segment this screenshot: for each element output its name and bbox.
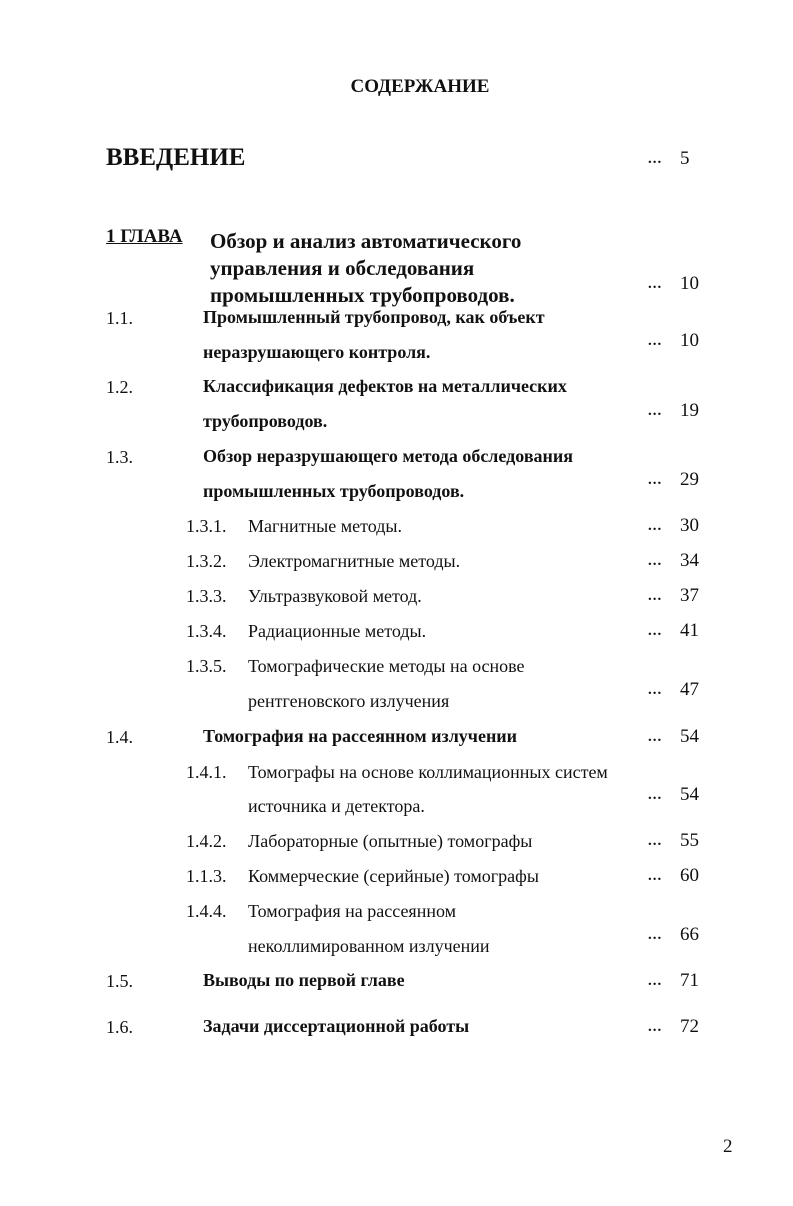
toc-entry-page: 34	[680, 550, 699, 571]
toc-entry-title: Выводы по первой главе	[203, 970, 405, 990]
toc-entry-page: 30	[680, 515, 699, 536]
toc-entry-page: 10	[680, 330, 699, 351]
toc-entry-page: 41	[680, 620, 699, 641]
toc-entry-dots: ...	[648, 868, 663, 884]
toc-entry-number: 1.4.2.	[186, 831, 227, 851]
toc-entry-dots: ...	[648, 518, 663, 534]
toc-entry-title: Томографы на основе коллимационных систем	[248, 762, 608, 782]
toc-entry-page: 71	[680, 970, 699, 991]
toc-entry-number: 1.3.2.	[186, 551, 227, 571]
toc-intro-page: 5	[680, 148, 690, 169]
toc-entry-number: 1.3.4.	[186, 621, 227, 641]
toc-entry-number: 1.3.3.	[186, 586, 227, 606]
toc-entry-dots: ...	[648, 927, 663, 943]
toc-intro-dots: ...	[648, 151, 663, 167]
toc-entry-dots: ...	[648, 472, 663, 488]
toc-entry-number: 1.1.	[106, 308, 133, 328]
toc-entry-title: Лабораторные (опытные) томографы	[248, 831, 533, 851]
toc-entry-dots: ...	[648, 787, 663, 803]
toc-entry-page: 29	[680, 469, 699, 490]
toc-entry-number: 1.3.	[106, 447, 133, 467]
toc-entry-title: Обзор неразрушающего метода обследования	[203, 446, 574, 466]
toc-entry-title: Промышленный трубопровод, как объект	[203, 307, 545, 327]
toc-entry-title-cont: неразрушающего контроля.	[203, 342, 431, 362]
toc-entry-title-cont: неколлимированном излучении	[248, 936, 490, 956]
toc-entry-number: 1.3.5.	[186, 656, 227, 676]
toc-entry-title-cont: промышленных трубопроводов.	[203, 481, 465, 501]
toc-entry-dots: ...	[648, 1019, 663, 1035]
toc-entry-dots: ...	[648, 729, 663, 745]
toc-entry-title-cont: рентгеновского излучения	[248, 691, 450, 711]
toc-entry-title-cont: трубопроводов.	[203, 411, 328, 431]
toc-entry-title: Классификация дефектов на металлических	[203, 376, 567, 396]
toc-entry-title: Томография на рассеянном	[248, 901, 457, 921]
toc-entry-title: Задачи диссертационной работы	[203, 1016, 470, 1036]
toc-chapter-title: Обзор и анализ автоматического управления и обследования промышленных трубопроводов.	[210, 229, 522, 307]
toc-entry-dots: ...	[648, 682, 663, 698]
toc-entry-title: Ультразвуковой метод.	[248, 586, 422, 606]
toc-entry-number: 1.1.3.	[186, 866, 227, 886]
page-number: 2	[723, 1136, 733, 1157]
toc-entry-page: 66	[680, 924, 699, 945]
toc-entry-page: 60	[680, 865, 699, 886]
toc-entry-dots: ...	[648, 833, 663, 849]
toc-entry-dots: ...	[648, 333, 663, 349]
toc-entry-dots: ...	[648, 553, 663, 569]
toc-entry-dots: ...	[648, 973, 663, 989]
toc-chapter-page: 10	[680, 273, 699, 294]
toc-chapter-label: 1 ГЛАВА	[106, 226, 183, 247]
toc-entry-page: 37	[680, 585, 699, 606]
toc-entry-page: 54	[680, 726, 699, 747]
toc-entry-page: 19	[680, 400, 699, 421]
toc-entry-title: Томография на рассеянном излучении	[203, 726, 518, 746]
toc-entry-page: 72	[680, 1016, 699, 1037]
toc-entry-dots: ...	[648, 623, 663, 639]
toc-entry-title-cont: источника и детектора.	[248, 796, 425, 816]
toc-entry-title: Коммерческие (серийные) томографы	[248, 866, 539, 886]
toc-entry-page: 55	[680, 830, 699, 851]
toc-intro-label: ВВЕДЕНИЕ	[106, 144, 246, 171]
toc-entry-number: 1.4.4.	[186, 901, 227, 921]
toc-entry-title: Радиационные методы.	[248, 621, 427, 641]
toc-chapter-dots: ...	[648, 276, 663, 292]
toc-entry-number: 1.3.1.	[186, 516, 227, 536]
toc-entry-number: 1.6.	[106, 1017, 133, 1037]
toc-entry-number: 1.2.	[106, 377, 133, 397]
toc-entry-title: Томографические методы на основе	[248, 656, 525, 676]
toc-entry-number: 1.4.1.	[186, 762, 227, 782]
toc-entry-title: Электромагнитные методы.	[248, 551, 461, 571]
toc-entry-dots: ...	[648, 588, 663, 604]
toc-entry-page: 47	[680, 679, 699, 700]
toc-entry-title: Магнитные методы.	[248, 516, 402, 536]
page-title: СОДЕРЖАНИЕ	[350, 76, 490, 97]
toc-entry-number: 1.4.	[106, 727, 133, 747]
toc-entry-dots: ...	[648, 403, 663, 419]
toc-entry-page: 54	[680, 784, 699, 805]
toc-entry-number: 1.5.	[106, 971, 133, 991]
